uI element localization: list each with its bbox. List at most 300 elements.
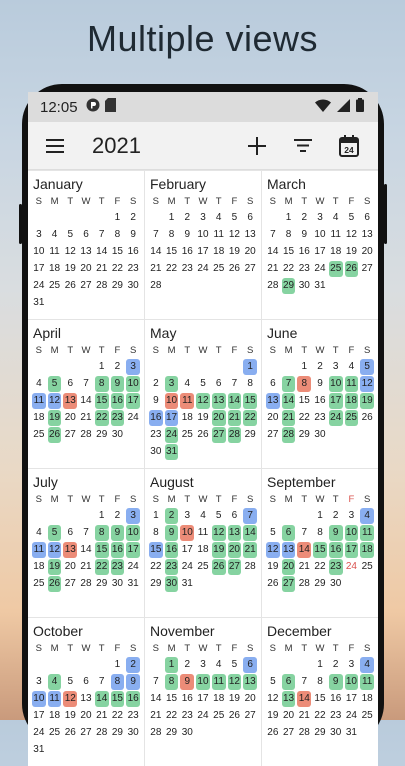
day-cell[interactable]: 23 bbox=[127, 263, 139, 274]
day-cell[interactable]: 27 bbox=[361, 263, 373, 274]
day-cell[interactable]: 19 bbox=[267, 710, 279, 721]
day-cell[interactable]: 19 bbox=[267, 561, 279, 572]
day-cell[interactable]: 11 bbox=[330, 229, 341, 240]
day-cell[interactable]: 9 bbox=[329, 674, 343, 690]
day-cell[interactable]: 11 bbox=[212, 674, 226, 690]
day-cell[interactable]: 14 bbox=[150, 246, 162, 257]
day-cell[interactable]: 10 bbox=[126, 376, 140, 392]
day-cell[interactable]: 29 bbox=[314, 578, 326, 589]
day-cell[interactable]: 27 bbox=[244, 710, 256, 721]
day-cell[interactable]: 8 bbox=[285, 229, 292, 240]
day-cell[interactable]: 30 bbox=[165, 576, 179, 592]
day-cell[interactable]: 12 bbox=[64, 246, 76, 257]
day-cell[interactable]: 24 bbox=[181, 561, 193, 572]
day-cell[interactable]: 15 bbox=[166, 693, 178, 704]
month-november[interactable] bbox=[145, 618, 261, 766]
day-cell[interactable]: 5 bbox=[270, 527, 276, 538]
day-cell[interactable]: 15 bbox=[298, 395, 310, 406]
day-cell[interactable]: 14 bbox=[80, 395, 92, 406]
day-cell[interactable]: 25 bbox=[33, 578, 45, 589]
day-cell[interactable]: 7 bbox=[243, 508, 257, 524]
day-cell[interactable]: 2 bbox=[114, 361, 121, 372]
day-cell[interactable]: 17 bbox=[33, 710, 45, 721]
day-cell[interactable]: 9 bbox=[130, 229, 136, 240]
day-cell[interactable]: 5 bbox=[48, 376, 62, 392]
day-cell[interactable]: 30 bbox=[298, 280, 310, 291]
day-cell[interactable]: 6 bbox=[231, 510, 238, 521]
day-cell[interactable]: 6 bbox=[243, 657, 257, 673]
day-cell[interactable]: 23 bbox=[181, 710, 193, 721]
day-cell[interactable]: 28 bbox=[298, 727, 310, 738]
day-cell[interactable]: 15 bbox=[149, 542, 163, 558]
day-cell[interactable]: 21 bbox=[96, 263, 108, 274]
day-cell[interactable]: 12 bbox=[360, 376, 374, 392]
day-cell[interactable]: 24 bbox=[314, 263, 326, 274]
month-may[interactable] bbox=[145, 320, 261, 468]
day-cell[interactable]: 9 bbox=[184, 229, 191, 240]
day-cell[interactable]: 22 bbox=[111, 263, 123, 274]
day-cell[interactable]: 1 bbox=[114, 659, 121, 670]
day-cell[interactable]: 1 bbox=[317, 510, 323, 521]
day-cell[interactable]: 12 bbox=[63, 691, 77, 707]
day-cell[interactable]: 3 bbox=[126, 508, 140, 524]
day-cell[interactable]: 8 bbox=[95, 525, 109, 541]
day-cell[interactable]: 20 bbox=[64, 561, 76, 572]
today-button[interactable] bbox=[330, 127, 368, 165]
day-cell[interactable]: 9 bbox=[180, 674, 194, 690]
day-cell[interactable]: 18 bbox=[361, 693, 373, 704]
day-cell[interactable]: 15 bbox=[313, 542, 327, 558]
day-cell[interactable]: 24 bbox=[165, 427, 179, 443]
day-cell[interactable]: 16 bbox=[181, 693, 193, 704]
day-cell[interactable]: 5 bbox=[231, 212, 238, 223]
day-cell[interactable]: 15 bbox=[243, 393, 257, 409]
day-cell[interactable]: 11 bbox=[32, 542, 46, 558]
day-cell[interactable]: 17 bbox=[345, 542, 359, 558]
day-cell[interactable]: 16 bbox=[149, 410, 163, 426]
day-cell[interactable]: 19 bbox=[64, 263, 76, 274]
day-cell[interactable]: 23 bbox=[165, 559, 179, 575]
day-cell[interactable]: 21 bbox=[80, 561, 92, 572]
day-cell[interactable]: 30 bbox=[111, 578, 123, 589]
day-cell[interactable]: 16 bbox=[314, 395, 326, 406]
day-cell[interactable]: 26 bbox=[228, 710, 240, 721]
day-cell[interactable]: 29 bbox=[96, 429, 108, 440]
day-cell[interactable]: 26 bbox=[48, 427, 62, 443]
day-cell[interactable]: 17 bbox=[197, 693, 209, 704]
day-cell[interactable]: 2 bbox=[184, 212, 191, 223]
day-cell[interactable]: 19 bbox=[345, 246, 357, 257]
day-cell[interactable]: 2 bbox=[153, 378, 159, 389]
day-cell[interactable]: 17 bbox=[181, 544, 193, 555]
day-cell[interactable]: 2 bbox=[126, 657, 140, 673]
day-cell[interactable]: 31 bbox=[345, 727, 357, 738]
day-cell[interactable]: 8 bbox=[317, 676, 323, 687]
day-cell[interactable]: 28 bbox=[80, 578, 92, 589]
month-july[interactable] bbox=[28, 469, 144, 617]
day-cell[interactable]: 11 bbox=[48, 691, 62, 707]
day-cell[interactable]: 10 bbox=[33, 246, 45, 257]
day-cell[interactable]: 21 bbox=[298, 710, 310, 721]
day-cell[interactable]: 29 bbox=[150, 578, 162, 589]
day-cell[interactable]: 20 bbox=[244, 246, 256, 257]
day-cell[interactable]: 11 bbox=[180, 393, 194, 409]
day-cell[interactable]: 18 bbox=[330, 246, 342, 257]
day-cell[interactable]: 29 bbox=[111, 280, 123, 291]
day-cell[interactable]: 13 bbox=[266, 393, 280, 409]
day-cell[interactable]: 26 bbox=[361, 412, 373, 423]
day-cell[interactable]: 13 bbox=[282, 542, 296, 558]
day-cell[interactable]: 22 bbox=[95, 410, 109, 426]
day-cell[interactable]: 8 bbox=[114, 229, 121, 240]
day-cell[interactable]: 27 bbox=[64, 429, 76, 440]
day-cell[interactable]: 26 bbox=[197, 429, 209, 440]
day-cell[interactable]: 28 bbox=[96, 280, 108, 291]
day-cell[interactable]: 7 bbox=[270, 229, 276, 240]
day-cell[interactable]: 21 bbox=[267, 263, 279, 274]
day-cell[interactable]: 30 bbox=[127, 727, 139, 738]
day-cell[interactable]: 27 bbox=[228, 559, 242, 575]
month-february[interactable] bbox=[145, 171, 261, 319]
day-cell[interactable]: 4 bbox=[51, 229, 58, 240]
day-cell[interactable]: 26 bbox=[48, 576, 62, 592]
day-cell[interactable]: 2 bbox=[184, 659, 191, 670]
day-cell[interactable]: 18 bbox=[197, 544, 209, 555]
day-cell[interactable]: 17 bbox=[345, 693, 357, 704]
day-cell[interactable]: 11 bbox=[49, 246, 60, 257]
day-cell[interactable]: 16 bbox=[165, 542, 179, 558]
day-cell[interactable]: 3 bbox=[332, 361, 339, 372]
day-cell[interactable]: 27 bbox=[282, 576, 296, 592]
day-cell[interactable]: 16 bbox=[111, 542, 125, 558]
day-cell[interactable]: 13 bbox=[243, 674, 257, 690]
day-cell[interactable]: 7 bbox=[231, 378, 238, 389]
menu-icon[interactable] bbox=[44, 127, 66, 165]
day-cell[interactable]: 1 bbox=[285, 212, 292, 223]
month-october[interactable] bbox=[28, 618, 144, 766]
day-cell[interactable]: 9 bbox=[329, 525, 343, 541]
day-cell[interactable]: 2 bbox=[317, 361, 323, 372]
day-cell[interactable]: 28 bbox=[298, 578, 310, 589]
day-cell[interactable]: 22 bbox=[166, 710, 178, 721]
day-cell[interactable]: 30 bbox=[127, 280, 139, 291]
day-cell[interactable]: 1 bbox=[98, 510, 105, 521]
day-cell[interactable]: 25 bbox=[181, 429, 193, 440]
day-cell[interactable]: 19 bbox=[212, 542, 226, 558]
day-cell[interactable]: 25 bbox=[33, 429, 45, 440]
day-cell[interactable]: 2 bbox=[165, 508, 179, 524]
day-cell[interactable]: 20 bbox=[282, 559, 296, 575]
day-cell[interactable]: 16 bbox=[329, 542, 343, 558]
day-cell[interactable]: 24 bbox=[33, 727, 45, 738]
day-cell[interactable]: 22 bbox=[298, 412, 310, 423]
day-cell[interactable]: 31 bbox=[181, 578, 193, 589]
day-cell[interactable]: 14 bbox=[150, 693, 162, 704]
day-cell[interactable]: 6 bbox=[215, 378, 222, 389]
day-cell[interactable]: 27 bbox=[80, 280, 92, 291]
day-cell[interactable]: 10 bbox=[165, 393, 179, 409]
month-june[interactable] bbox=[262, 320, 378, 468]
day-cell[interactable]: 7 bbox=[153, 229, 159, 240]
day-cell[interactable]: 16 bbox=[126, 691, 140, 707]
day-cell[interactable]: 19 bbox=[228, 693, 240, 704]
day-cell[interactable]: 9 bbox=[126, 674, 140, 690]
day-cell[interactable]: 8 bbox=[317, 527, 323, 538]
day-cell[interactable]: 23 bbox=[111, 410, 125, 426]
day-cell[interactable]: 8 bbox=[247, 378, 253, 389]
day-cell[interactable]: 13 bbox=[282, 691, 296, 707]
add-event-button[interactable] bbox=[238, 127, 276, 165]
day-cell[interactable]: 10 bbox=[345, 525, 359, 541]
day-cell[interactable]: 31 bbox=[33, 744, 45, 755]
day-cell[interactable]: 3 bbox=[200, 212, 206, 223]
day-cell[interactable]: 14 bbox=[297, 691, 311, 707]
day-cell[interactable]: 10 bbox=[329, 376, 343, 392]
day-cell[interactable]: 15 bbox=[111, 246, 123, 257]
day-cell[interactable]: 21 bbox=[282, 410, 296, 426]
day-cell[interactable]: 14 bbox=[228, 393, 242, 409]
day-cell[interactable]: 1 bbox=[98, 361, 105, 372]
day-cell[interactable]: 15 bbox=[166, 246, 178, 257]
day-cell[interactable]: 17 bbox=[33, 263, 45, 274]
day-cell[interactable]: 15 bbox=[95, 393, 109, 409]
day-cell[interactable]: 17 bbox=[197, 246, 209, 257]
month-september[interactable] bbox=[262, 469, 378, 617]
day-cell[interactable]: 6 bbox=[282, 525, 296, 541]
day-cell[interactable]: 18 bbox=[33, 412, 45, 423]
month-december[interactable] bbox=[262, 618, 378, 766]
day-cell[interactable]: 28 bbox=[228, 427, 242, 443]
day-cell[interactable]: 6 bbox=[83, 229, 89, 240]
day-cell[interactable]: 14 bbox=[267, 246, 279, 257]
day-cell[interactable]: 1 bbox=[243, 359, 257, 375]
day-cell[interactable]: 22 bbox=[166, 263, 178, 274]
day-cell[interactable]: 21 bbox=[298, 561, 310, 572]
day-cell[interactable]: 25 bbox=[361, 710, 373, 721]
day-cell[interactable]: 11 bbox=[345, 376, 359, 392]
day-cell[interactable]: 15 bbox=[95, 542, 109, 558]
day-cell[interactable]: 13 bbox=[80, 693, 92, 704]
day-cell[interactable]: 4 bbox=[360, 657, 374, 673]
day-cell[interactable]: 21 bbox=[96, 710, 108, 721]
day-cell[interactable]: 9 bbox=[111, 376, 125, 392]
day-cell[interactable]: 24 bbox=[197, 710, 209, 721]
day-cell[interactable]: 30 bbox=[314, 429, 326, 440]
day-cell[interactable]: 18 bbox=[345, 393, 359, 409]
day-cell[interactable]: 20 bbox=[64, 412, 76, 423]
day-cell[interactable]: 13 bbox=[63, 542, 77, 558]
day-cell[interactable]: 23 bbox=[181, 263, 193, 274]
day-cell[interactable]: 22 bbox=[150, 561, 162, 572]
day-cell[interactable]: 30 bbox=[150, 446, 162, 457]
day-cell[interactable]: 14 bbox=[243, 525, 257, 541]
day-cell[interactable]: 19 bbox=[48, 559, 62, 575]
day-cell[interactable]: 10 bbox=[345, 674, 359, 690]
day-cell[interactable]: 12 bbox=[228, 229, 240, 240]
day-cell[interactable]: 4 bbox=[200, 510, 206, 521]
day-cell[interactable]: 21 bbox=[150, 710, 162, 721]
day-cell[interactable]: 26 bbox=[345, 261, 359, 277]
day-cell[interactable]: 3 bbox=[184, 510, 191, 521]
day-cell[interactable]: 17 bbox=[126, 542, 140, 558]
day-cell[interactable]: 16 bbox=[111, 393, 125, 409]
day-cell[interactable]: 31 bbox=[127, 578, 139, 589]
day-cell[interactable]: 26 bbox=[64, 280, 76, 291]
day-cell[interactable]: 25 bbox=[329, 261, 343, 277]
day-cell[interactable]: 5 bbox=[67, 229, 74, 240]
day-cell[interactable]: 4 bbox=[184, 378, 191, 389]
day-cell[interactable]: 20 bbox=[212, 410, 226, 426]
day-cell[interactable]: 1 bbox=[114, 212, 121, 223]
day-cell[interactable]: 31 bbox=[314, 280, 326, 291]
day-cell[interactable]: 10 bbox=[196, 674, 210, 690]
day-cell[interactable]: 29 bbox=[282, 278, 296, 294]
day-cell[interactable]: 28 bbox=[244, 561, 256, 572]
day-cell[interactable]: 24 bbox=[127, 561, 139, 572]
day-cell[interactable]: 17 bbox=[165, 410, 179, 426]
day-cell[interactable]: 27 bbox=[80, 727, 92, 738]
day-cell[interactable]: 24 bbox=[127, 412, 139, 423]
day-cell[interactable]: 28 bbox=[150, 280, 162, 291]
day-cell[interactable]: 28 bbox=[96, 727, 108, 738]
day-cell[interactable]: 19 bbox=[48, 410, 62, 426]
day-cell[interactable]: 8 bbox=[95, 376, 109, 392]
day-cell[interactable]: 5 bbox=[200, 378, 206, 389]
day-cell[interactable]: 9 bbox=[301, 229, 308, 240]
day-cell[interactable]: 29 bbox=[96, 578, 108, 589]
day-cell[interactable]: 25 bbox=[49, 727, 61, 738]
day-cell[interactable]: 31 bbox=[165, 444, 179, 460]
day-cell[interactable]: 5 bbox=[48, 525, 62, 541]
month-april[interactable] bbox=[28, 320, 144, 468]
day-cell[interactable]: 13 bbox=[244, 229, 256, 240]
day-cell[interactable]: 21 bbox=[228, 410, 242, 426]
day-cell[interactable]: 12 bbox=[228, 674, 242, 690]
day-cell[interactable]: 4 bbox=[215, 659, 222, 670]
day-cell[interactable]: 6 bbox=[270, 378, 276, 389]
day-cell[interactable]: 6 bbox=[282, 674, 296, 690]
day-cell[interactable]: 9 bbox=[153, 395, 159, 406]
day-cell[interactable]: 15 bbox=[314, 693, 326, 704]
day-cell[interactable]: 14 bbox=[96, 246, 108, 257]
day-cell[interactable]: 23 bbox=[127, 710, 139, 721]
day-cell[interactable]: 19 bbox=[197, 412, 209, 423]
day-cell[interactable]: 20 bbox=[244, 693, 256, 704]
day-cell[interactable]: 10 bbox=[180, 525, 194, 541]
day-cell[interactable]: 25 bbox=[345, 410, 359, 426]
day-cell[interactable]: 24 bbox=[345, 710, 357, 721]
day-cell[interactable]: 27 bbox=[64, 578, 76, 589]
day-cell[interactable]: 19 bbox=[64, 710, 76, 721]
day-cell[interactable]: 12 bbox=[345, 229, 357, 240]
day-cell[interactable]: 3 bbox=[126, 359, 140, 375]
day-cell[interactable]: 6 bbox=[83, 676, 89, 687]
day-cell[interactable]: 2 bbox=[332, 510, 339, 521]
day-cell[interactable]: 29 bbox=[166, 727, 178, 738]
day-cell[interactable]: 12 bbox=[48, 542, 62, 558]
day-cell[interactable]: 23 bbox=[314, 412, 326, 423]
day-cell[interactable]: 27 bbox=[283, 727, 295, 738]
day-cell[interactable]: 28 bbox=[80, 429, 92, 440]
day-cell[interactable]: 3 bbox=[36, 229, 42, 240]
day-cell[interactable]: 20 bbox=[80, 263, 92, 274]
day-cell[interactable]: 6 bbox=[364, 212, 370, 223]
day-cell[interactable]: 18 bbox=[49, 710, 61, 721]
day-cell[interactable]: 10 bbox=[197, 229, 209, 240]
day-cell[interactable]: 30 bbox=[330, 578, 342, 589]
day-cell[interactable]: 22 bbox=[314, 561, 326, 572]
day-cell[interactable]: 5 bbox=[270, 676, 276, 687]
day-cell[interactable]: 2 bbox=[332, 659, 339, 670]
day-cell[interactable]: 9 bbox=[165, 525, 179, 541]
day-cell[interactable]: 5 bbox=[348, 212, 355, 223]
day-cell[interactable]: 4 bbox=[348, 361, 355, 372]
day-cell[interactable]: 4 bbox=[215, 212, 222, 223]
day-cell[interactable]: 9 bbox=[317, 378, 323, 389]
day-cell[interactable]: 6 bbox=[67, 527, 74, 538]
day-cell[interactable]: 5 bbox=[231, 659, 238, 670]
day-cell[interactable]: 12 bbox=[196, 393, 210, 409]
day-cell[interactable]: 23 bbox=[330, 710, 342, 721]
month-august[interactable] bbox=[145, 469, 261, 617]
day-cell[interactable]: 1 bbox=[301, 361, 308, 372]
day-cell[interactable]: 22 bbox=[283, 263, 295, 274]
day-cell[interactable]: 18 bbox=[181, 412, 193, 423]
day-cell[interactable]: 30 bbox=[111, 429, 123, 440]
day-cell[interactable]: 13 bbox=[228, 525, 242, 541]
day-cell[interactable]: 13 bbox=[80, 246, 92, 257]
day-cell[interactable]: 18 bbox=[360, 542, 374, 558]
day-cell[interactable]: 12 bbox=[48, 393, 62, 409]
day-cell[interactable]: 13 bbox=[212, 393, 226, 409]
day-cell[interactable]: 3 bbox=[348, 659, 355, 670]
day-cell[interactable]: 13 bbox=[63, 393, 77, 409]
day-cell[interactable]: 12 bbox=[267, 693, 279, 704]
day-cell[interactable]: 4 bbox=[332, 212, 339, 223]
day-cell[interactable]: 7 bbox=[83, 378, 89, 389]
day-cell[interactable]: 8 bbox=[111, 674, 125, 690]
day-cell[interactable]: 2 bbox=[114, 510, 121, 521]
day-cell[interactable]: 7 bbox=[83, 527, 89, 538]
day-cell[interactable]: 11 bbox=[360, 525, 374, 541]
day-cell[interactable]: 16 bbox=[298, 246, 310, 257]
day-cell[interactable]: 24 bbox=[197, 263, 209, 274]
day-cell[interactable]: 23 bbox=[111, 559, 125, 575]
day-cell[interactable]: 26 bbox=[228, 263, 240, 274]
day-cell[interactable]: 5 bbox=[215, 510, 222, 521]
day-cell[interactable]: 25 bbox=[197, 561, 209, 572]
day-cell[interactable]: 30 bbox=[330, 727, 342, 738]
day-cell[interactable]: 8 bbox=[168, 229, 175, 240]
day-cell[interactable]: 10 bbox=[32, 691, 46, 707]
day-cell[interactable]: 3 bbox=[200, 659, 206, 670]
day-cell[interactable]: 21 bbox=[150, 263, 162, 274]
day-cell[interactable]: 24 bbox=[329, 410, 343, 426]
day-cell[interactable]: 14 bbox=[95, 691, 109, 707]
day-cell[interactable]: 22 bbox=[314, 710, 326, 721]
day-cell[interactable]: 25 bbox=[213, 263, 225, 274]
day-cell[interactable]: 25 bbox=[213, 710, 225, 721]
day-cell[interactable]: 6 bbox=[247, 212, 253, 223]
day-cell[interactable]: 18 bbox=[49, 263, 61, 274]
day-cell[interactable]: 15 bbox=[111, 691, 125, 707]
day-cell[interactable]: 28 bbox=[150, 727, 162, 738]
day-cell[interactable]: 5 bbox=[67, 676, 74, 687]
day-cell[interactable]: 26 bbox=[64, 727, 76, 738]
day-cell[interactable]: 17 bbox=[126, 393, 140, 409]
day-cell[interactable]: 19 bbox=[228, 246, 240, 257]
day-cell[interactable]: 16 bbox=[181, 246, 193, 257]
